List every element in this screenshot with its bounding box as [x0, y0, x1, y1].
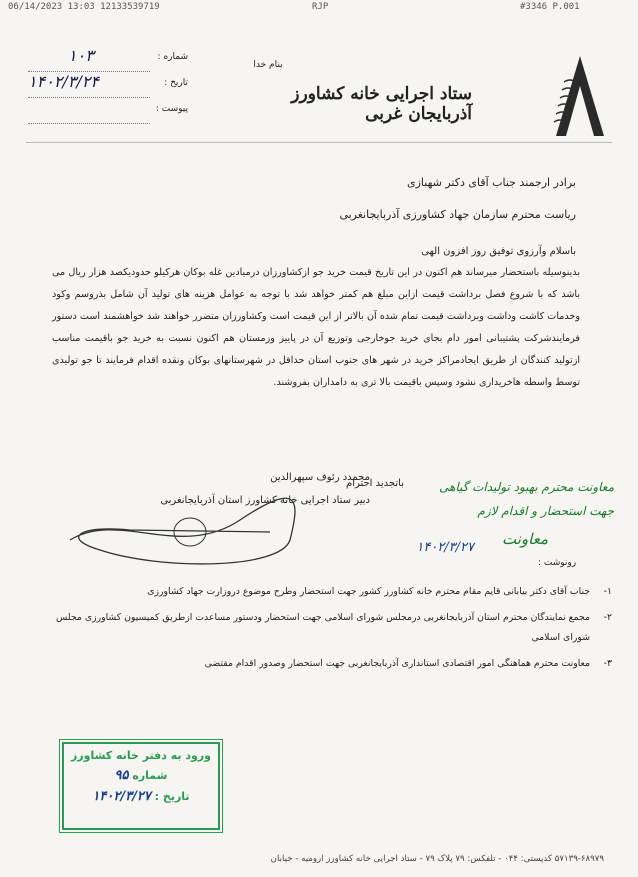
cc-item-text: جناب آقای دکتر بیابانی قایم مقام محترم خانه کشاورز کشور جهت استحضار وطرح موضوع دروزارت جهاد کشاورزی	[147, 586, 590, 597]
meta-date-label: تاریخ :	[164, 78, 188, 88]
khaneh-keshavarz-logo-icon	[550, 52, 610, 140]
note-date: ۱۴۰۲/۳/۲۷	[416, 540, 474, 555]
signature-scribble	[40, 470, 320, 580]
stamp-date-value: ۱۴۰۲/۳/۲۷	[92, 789, 151, 804]
note-line-2: جهت استحضار و اقدام لازم	[477, 504, 614, 518]
stamp-title: ورود به دفتر خانه کشاورز	[70, 749, 212, 762]
handwritten-referral-note	[382, 476, 614, 556]
cc-item-number: ۱-	[603, 586, 612, 597]
meta-number-label: شماره :	[157, 52, 188, 62]
org-title: ستاد اجرایی خانه کشاورز آذربایجان غربی	[291, 84, 472, 124]
meta-number-value: ۱۰۳	[68, 46, 94, 65]
cc-label: رونوشت :	[538, 558, 577, 568]
cc-item-number: ۳-	[603, 658, 612, 669]
fax-sender: RJP	[312, 2, 329, 12]
letter-meta	[28, 48, 188, 126]
stamp-date-label: تاریخ :	[154, 790, 190, 803]
letter-body: بدینوسیله باستحضار میرساند هم اکنون در این تاریخ قیمت خرید جو ازکشاورزان درمیادین غله بوکان هرکیلو حدودیکصد هزار ریال می باشد که با شروع فصل برداشت قیمت ازاین مبلغ هم کمتر خواهد شد با توجه به عوامل هزینه های تولید آن شامل بذروسم وکود وخدمات کاشت وداشت وبرداشت قیمت تمام شده آن بالاتر از این قیمت است وکشاورزان متضرر خواهند شد خواهشمند است دستور فرمایندشرکت پشتیبانی امور دام بجای خرید جوخارجی وتوزیع آن در پاییز وزمستان هم اکنون نسبت به خرید جو باقیمت مناسب ازتولید کنندگان از طریق ایجادمراکز خرید در شهر های جنوب استان حداقل در شهرستانهای بوکان ونقده اقدام فرمایند تا جو تولیدی توسط واسطه هاخریداری نشود وسپس باقیمت بالا تری به دامداران بفروشند.	[52, 267, 580, 388]
note-line-1: معاونت محترم بهبود تولیدات گیاهی	[439, 480, 614, 494]
cc-item	[52, 582, 612, 602]
bismillah: بنام خدا	[253, 60, 283, 70]
cc-list	[52, 582, 612, 674]
cc-item-text: مجمع نمایندگان محترم استان آذربایجانغربی درمجلس شورای اسلامی جهت استحضار ودستور مساعدت ازطریق کمیسیون کشاورزی مجلس شورای اسلامی	[55, 612, 590, 643]
stamp-number-value: ۹۵	[114, 768, 129, 783]
greeting: باسلام وآرزوی توفیق روز افزون الهی	[421, 246, 576, 257]
cc-item	[52, 608, 612, 648]
stamp-number-row	[64, 768, 218, 783]
meta-date-value: ۱۴۰۲/۳/۲۴	[28, 72, 99, 91]
meta-attachment-label: پیوست :	[155, 104, 188, 114]
cc-item	[52, 654, 612, 674]
fax-header	[0, 2, 638, 16]
addressee-line-2: ریاست محترم سازمان جهاد کشاورزی آذربایجانغربی	[339, 208, 576, 221]
fax-datetime: 06/14/2023 13:03 12133539719	[8, 2, 160, 12]
stamp-date-row	[64, 789, 218, 804]
intake-stamp	[62, 742, 220, 830]
fax-page-number: #3346 P.001	[520, 2, 580, 12]
closing-salutation: باتجدید احترام	[346, 478, 404, 489]
signatory-name: محمدد رئوف سپهرالدین	[270, 472, 370, 483]
header-divider	[26, 142, 612, 143]
stamp-number-label: شماره	[132, 769, 168, 782]
addressee-line-1: برادر ارجمند جناب آقای دکتر شهبازی	[406, 176, 576, 189]
signatory-title: دبیر ستاد اجرایی خانه کشاورز استان آذربایجانغربی	[160, 495, 370, 506]
note-line-3: معاونت	[502, 530, 548, 548]
meta-attachment-line	[28, 123, 150, 124]
footer-address: ۵۷۱۳۹-۶۸۹۷۹ کدپستی: ۰۴۴ - تلفکس: ۷۹ پلاک ۷۹ - ستاد اجرایی خانه کشاورز ارومیه - خیابان	[270, 854, 604, 864]
meta-number-row	[28, 48, 188, 74]
meta-date-line	[28, 97, 150, 98]
meta-attachment-row	[28, 100, 188, 126]
cc-item-number: ۲-	[603, 612, 612, 623]
meta-date-row	[28, 74, 188, 100]
cc-item-text: معاونت محترم هماهنگی امور اقتصادی استانداری آذربایجانغربی جهت استحضار وصدور اقدام مقتضی	[204, 658, 590, 669]
